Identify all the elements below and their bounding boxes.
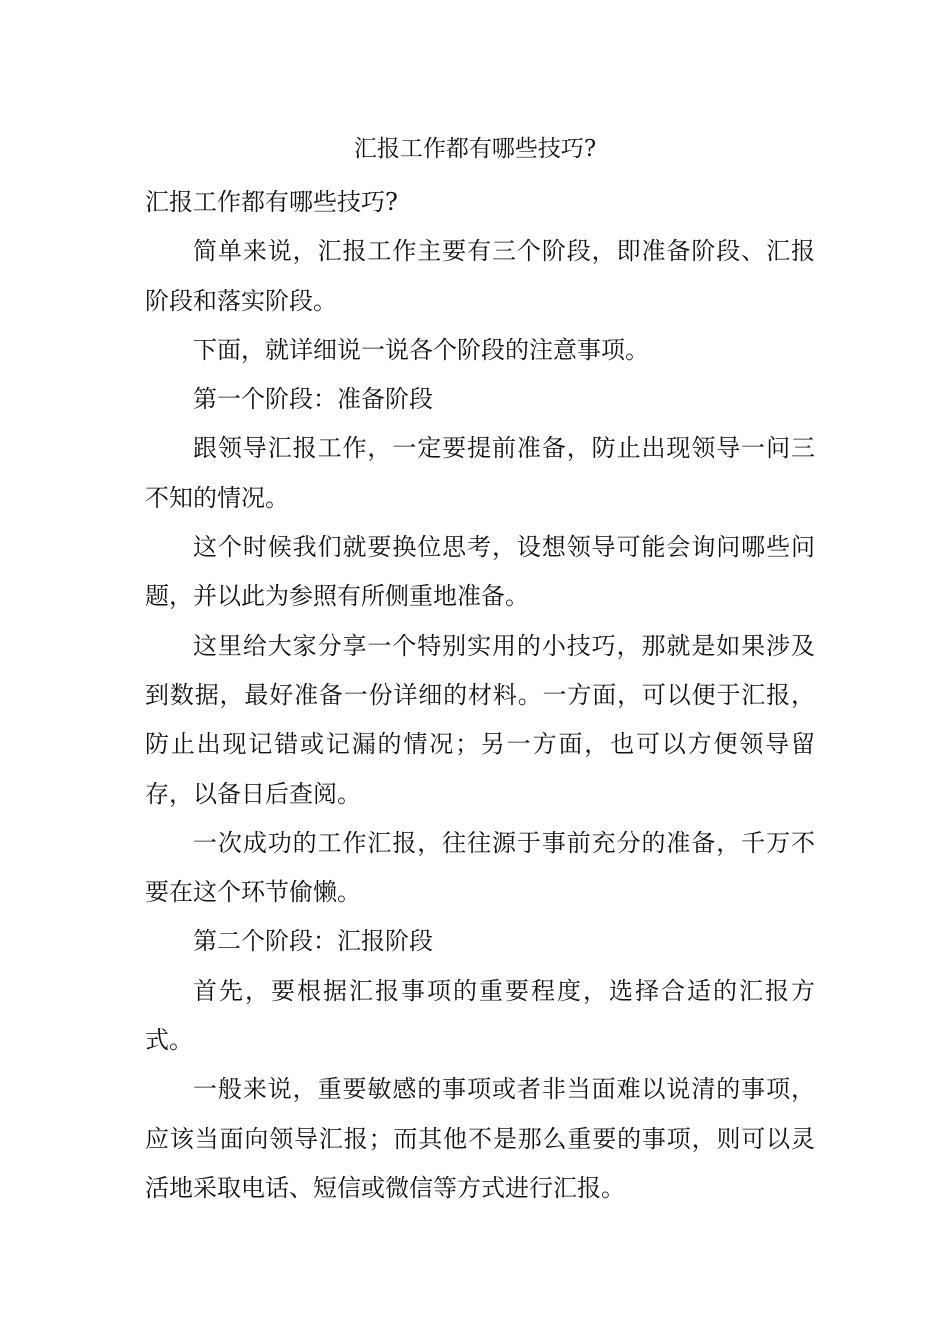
paragraph-question: 汇报工作都有哪些技巧?: [145, 188, 398, 216]
paragraph-stage-1-b: 这个时候我们就要换位思考，设想领导可能会询问哪些问题，并以此为参照有所侧重地准备。: [145, 533, 815, 611]
paragraph-transition: 下面，就详细说一说各个阶段的注意事项。: [193, 335, 649, 364]
section-heading-stage-1: 第一个阶段：准备阶段: [193, 385, 433, 414]
document-body: [145, 178, 815, 1213]
paragraph-stage-1-a: 跟领导汇报工作，一定要提前准备，防止出现领导一问三不知的情况。: [145, 434, 815, 512]
document-title: 汇报工作都有哪些技巧?: [353, 136, 597, 162]
section-heading-stage-2: 第二个阶段：汇报阶段: [193, 927, 433, 956]
paragraph-stage-2-a: 首先，要根据汇报事项的重要程度，选择合适的汇报方式。: [145, 976, 815, 1055]
paragraph-stage-2-b: 一般来说，重要敏感的事项或者非当面难以说清的事项，应该当面向领导汇报；而其他不是那么重要的事项，则可以灵活地采取电话、短信或微信等方式进行汇报。: [145, 1075, 815, 1202]
paragraph-stage-1-d: 一次成功的工作汇报，往往源于事前充分的准备，千万不要在这个环节偷懒。: [145, 828, 815, 907]
paragraph-intro: 简单来说，汇报工作主要有三个阶段，即准备阶段、汇报阶段和落实阶段。: [145, 237, 815, 315]
paragraph-stage-1-c: 这里给大家分享一个特别实用的小技巧，那就是如果涉及到数据，最好准备一份详细的材料。一方面，可以便于汇报，防止出现记错或记漏的情况；另一方面，也可以方便领导留存，以备日后查阅。: [145, 631, 815, 808]
